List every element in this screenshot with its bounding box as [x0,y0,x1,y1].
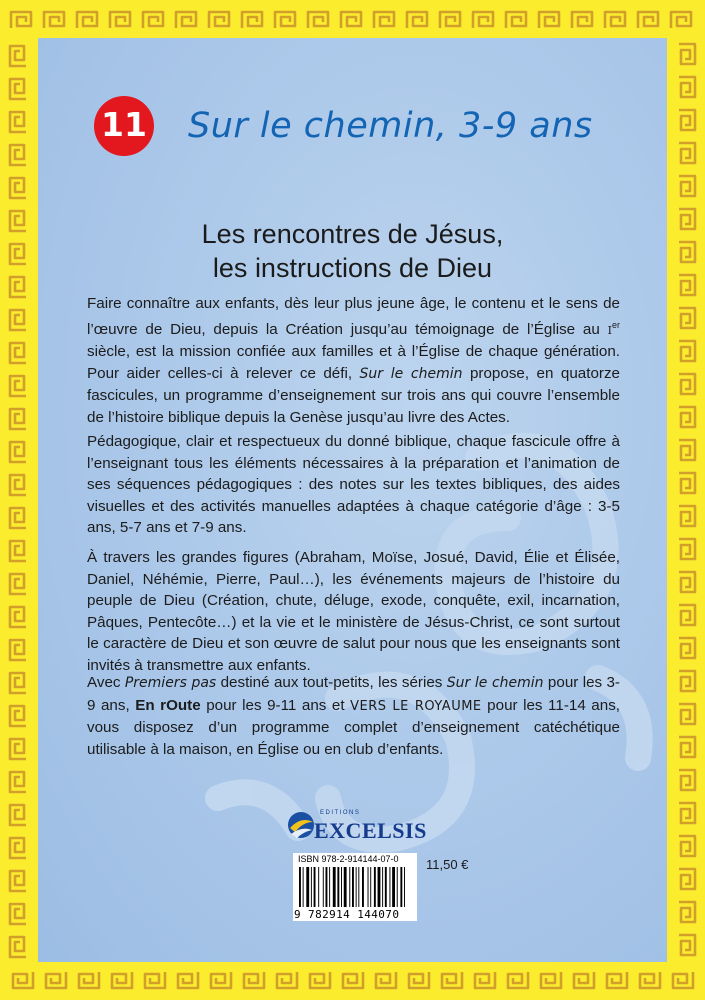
spiral-motif [539,12,559,28]
text-run: pour les 3-9 ans, [87,674,620,714]
spiral-motif [10,871,26,891]
barcode-bar [341,867,342,907]
spiral-motif [679,176,695,196]
barcode-bar [356,867,357,907]
barcode-bar [370,867,371,907]
barcode-bar [378,867,381,907]
spiral-motif [10,79,26,99]
spiral-motif [572,12,592,28]
barcode-bar [404,867,405,907]
spiral-motif [10,442,26,462]
spiral-motif [679,308,695,328]
spiral-motif [10,508,26,528]
spiral-motif [679,473,695,493]
publisher-small-label: EDITIONS [320,810,361,816]
spiral-motif [679,77,695,97]
spiral-motif [374,12,394,28]
barcode-bar [358,867,359,907]
paragraph-series [87,672,620,760]
barcode-bar [306,867,309,907]
isbn-number: ISBN 978-2-914144-07-0 [298,854,399,864]
spiral-motif [409,972,429,988]
price: 11,50 € [426,857,469,872]
spiral-motif [10,640,26,660]
spiral-motif [679,341,695,361]
barcode-bar [318,867,319,907]
barcode-bar [299,867,301,907]
spiral-motif [671,12,691,28]
barcode-bar [326,867,328,907]
barcode-bar [397,867,398,907]
barcode-bar [349,867,350,907]
spiral-motif [10,409,26,429]
spiral-motif [679,803,695,823]
publisher-name: EXCELSIS [314,818,427,843]
barcode-bar [344,867,347,907]
issue-number-badge [94,96,154,156]
spiral-motif [242,12,262,28]
barcode-bar [337,867,339,907]
barcode-bar [323,867,324,907]
spiral-motif [679,638,695,658]
spiral-motif [10,112,26,132]
spiral-motif [640,972,660,988]
spiral-motif [10,178,26,198]
spiral-motif [10,46,26,66]
barcode-bar [389,867,390,907]
spiral-motif [10,145,26,165]
spiral-motif [13,972,33,988]
text-run: destiné aux tout-petits, les séries [216,674,447,691]
spiral-motif [679,902,695,922]
spiral-motif [10,310,26,330]
spiral-motif [10,607,26,627]
spiral-motif [638,12,658,28]
spiral-motif [310,972,330,988]
spiral-motif [679,374,695,394]
spiral-motif [10,673,26,693]
spiral-motif [143,12,163,28]
barcode-bar [311,867,312,907]
spiral-motif [178,972,198,988]
spiral-motif [110,12,130,28]
text-run: Faire connaître aux enfants, dès leur plus jeune âge, le contenu et le sens de l’œuvre de Dieu, depuis la Création jusqu’au témoignage de l’Église au [87,295,620,338]
spiral-motif [10,706,26,726]
spiral-motif [209,12,229,28]
spiral-motif [244,972,264,988]
series-title: Sur le chemin, 3-9 ans [188,106,593,146]
spiral-motif [679,440,695,460]
spiral-motif [442,972,462,988]
spiral-motif [679,737,695,757]
spiral-motif [10,343,26,363]
spiral-motif [112,972,132,988]
barcode-bar [382,867,383,907]
spiral-motif [10,937,26,957]
spiral-motif [679,242,695,262]
spiral-motif [679,209,695,229]
spiral-motif [11,12,31,28]
spiral-motif [574,972,594,988]
spiral-motif [10,772,26,792]
barcode-bar [314,867,316,907]
spiral-motif [679,572,695,592]
spiral-motif [679,506,695,526]
headline-line-2: les instructions de Dieu [212,253,493,283]
spiral-motif [679,44,695,64]
text-run: propose, en quatorze fascicules, un programme d’enseignement sur trois ans qui couvre l’ensemble de l’histoire biblique depuis la Genèse jusqu’au livre des Actes. [87,364,620,427]
spiral-motif [44,12,64,28]
barcode-digits: 9 782914 144070 [294,908,400,921]
headline-line-1: Les rencontres de Jésus, [201,219,504,249]
text-run: siècle, est la mission confiée aux familles et à l’Église de chaque génération. Pour aider celles-ci à relever ce défi, [87,343,620,382]
spiral-motif [341,12,361,28]
spiral-motif [679,836,695,856]
century-superscript: er [611,319,620,330]
spiral-motif [508,972,528,988]
spiral-motif [673,972,693,988]
spiral-motif [679,407,695,427]
spiral-motif [145,972,165,988]
spiral-motif [605,12,625,28]
barcode-bar [352,867,354,907]
barcode-bar [400,867,402,907]
spiral-motif [407,12,427,28]
spiral-motif [679,935,695,955]
barcode-bar [374,867,376,907]
spiral-motif [679,110,695,130]
spiral-motif [376,972,396,988]
barcode-bar [392,867,395,907]
barcode-bar [333,867,336,907]
paragraph-figures: À travers les grandes figures (Abraham, Moïse, Josué, David, Élie et Élisée, Daniel, Néhémie, Pierre, Paul…), les événements majeurs de l’histoire du peuple de Dieu (Création, chute, déluge, exode, conquête, exil, incarnation, Pâques, Pentecôte…) et la vie et le ministère de Jésus-Christ, ce sont surtout le caractère de Dieu et son œuvre de salut pour nous que les enseignants sont invités à transmettre aux enfants. [87,549,620,674]
spiral-motif [10,805,26,825]
barcode-bar [329,867,330,907]
issue-number: 11 [101,105,147,144]
spiral-motif [10,904,26,924]
spiral-motif [679,143,695,163]
spiral-motif [10,211,26,231]
excelsis-logo-icon [287,808,315,842]
spiral-motif [679,671,695,691]
spiral-motif [10,574,26,594]
brand-sur-le-chemin: Sur le chemin [446,675,544,691]
spiral-motif [607,972,627,988]
brand-sur-le-chemin: Sur le chemin [359,365,463,382]
text-run: pour les 9-11 ans et [200,696,351,714]
brand-vers-le-royaume: VERS LE ROYAUME [350,698,482,714]
barcode-bar [303,867,304,907]
text-run: pour les 11-14 ans, vous disposez d’un programme complet d’enseignement catéchétique utilisable à la maison, en Église ou en club d’enfants. [87,696,621,758]
barcode-bar [362,867,364,907]
spiral-motif [679,770,695,790]
paragraph-intro [87,293,620,429]
spiral-motif [46,972,66,988]
spiral-motif [277,972,297,988]
spiral-motif [541,972,561,988]
spiral-motif [308,12,328,28]
spiral-motif [679,869,695,889]
spiral-motif [679,605,695,625]
spiral-motif [679,275,695,295]
spiral-motif [10,475,26,495]
spiral-motif [10,739,26,759]
spiral-motif [10,541,26,561]
spiral-motif [10,277,26,297]
spiral-motif [275,12,295,28]
spiral-motif [506,12,526,28]
spiral-motif [10,376,26,396]
spiral-motif [679,539,695,559]
brand-premiers-pas: Premiers pas [124,675,217,691]
text-run: Avec [87,674,125,691]
spiral-motif [10,838,26,858]
century-numeral: I [607,323,612,337]
spiral-motif [440,12,460,28]
spiral-motif [10,244,26,264]
spiral-motif [77,12,97,28]
spiral-motif [679,704,695,724]
spiral-motif [475,972,495,988]
spiral-motif [176,12,196,28]
spiral-motif [473,12,493,28]
spiral-motif [79,972,99,988]
brand-en-route: En rOute [135,696,201,714]
barcode-bar [385,867,387,907]
paragraph-pedagogy: Pédagogique, clair et respectueux du donné biblique, chaque fascicule offre à l’enseignant tous les éléments nécessaires à la préparation et l’animation de ses séquences pédagogiques : des notes sur les textes bibliques, des aides visuelles et des activités manuelles adaptées à chaque catégorie d’âge : 3-5 ans, 5-7 ans et 7-9 ans. [87,433,620,537]
barcode-bar [368,867,369,907]
spiral-motif [211,972,231,988]
spiral-motif [343,972,363,988]
